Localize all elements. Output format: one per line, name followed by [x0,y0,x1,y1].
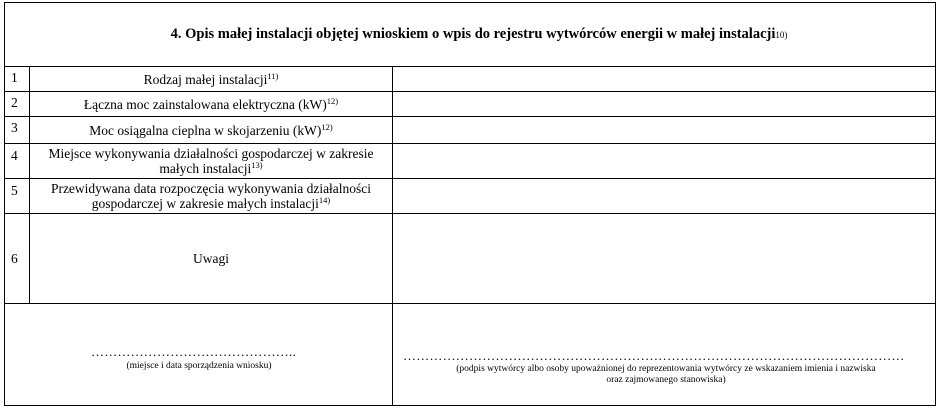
place-date-caption: (miejsce i data sporządzenia wniosku) [126,361,272,371]
heat-capacity-field[interactable] [393,117,935,143]
row-label [30,214,393,303]
installation-description-form [4,2,936,406]
row-label [30,144,393,178]
row-number: 1 [5,67,30,91]
table-row [5,117,935,144]
installation-type-field[interactable] [393,67,935,91]
row-label [30,179,393,213]
row-label-text: Rodzaj małej instalacji [143,71,268,87]
row-number: 3 [5,117,30,143]
signature-caption-line2: oraz zajmowanego stanowiska) [606,375,726,385]
section-title-text: 4. Opis małej instalacji objętej wnioskiem o wpis do rejestru wytwórców energii w małej instalacji [170,26,776,42]
signature-caption [401,364,931,386]
row-footnote: 13) [251,160,263,170]
electrical-capacity-field[interactable] [393,92,935,116]
row-footnote: 12) [326,95,339,106]
row-label-text: Przewidywana data rozpoczęcia wykonywania działalności gospodarczej w zakresie małych instalacji [50,181,372,211]
signature-caption-line1: (podpis wytwórcy albo osoby upoważnionej do reprezentowania wytwórcy ze wskazaniem imienia i nazwiska [456,364,876,374]
place-date-dotted-line: ……………………………………….. [91,344,296,359]
row-number: 6 [5,214,30,303]
row-label-text: Moc osiągalna cieplna w skojarzeniu (kW) [89,122,322,138]
table-row [5,144,935,179]
remarks-field[interactable] [393,214,935,303]
row-label [30,67,393,91]
table-row [5,67,935,92]
table-row [5,214,935,304]
row-number: 4 [5,144,30,178]
row-footnote: 12) [321,121,333,132]
row-label-text: Miejsce wykonywania działalności gospodarczej w zakresie małych instalacji [48,146,374,176]
section-title [5,3,935,67]
business-location-field[interactable] [393,144,935,178]
row-label [30,92,393,116]
start-date-field[interactable] [393,179,935,213]
signature-section [5,304,935,405]
place-date-box[interactable] [5,304,393,405]
row-footnote: 11) [267,70,279,81]
row-number: 5 [5,179,30,213]
section-title-footnote: 10) [775,29,788,40]
row-number: 2 [5,92,30,116]
row-footnote: 14) [318,195,331,205]
signature-dotted-line[interactable]: …………………………………………………………………………………………………… [403,348,905,363]
table-row [5,92,935,117]
row-label-text: Łączna moc zainstalowana elektryczna (kW) [83,96,327,112]
table-row [5,179,935,214]
row-label-text: Uwagi [193,251,229,266]
row-label [30,117,393,143]
